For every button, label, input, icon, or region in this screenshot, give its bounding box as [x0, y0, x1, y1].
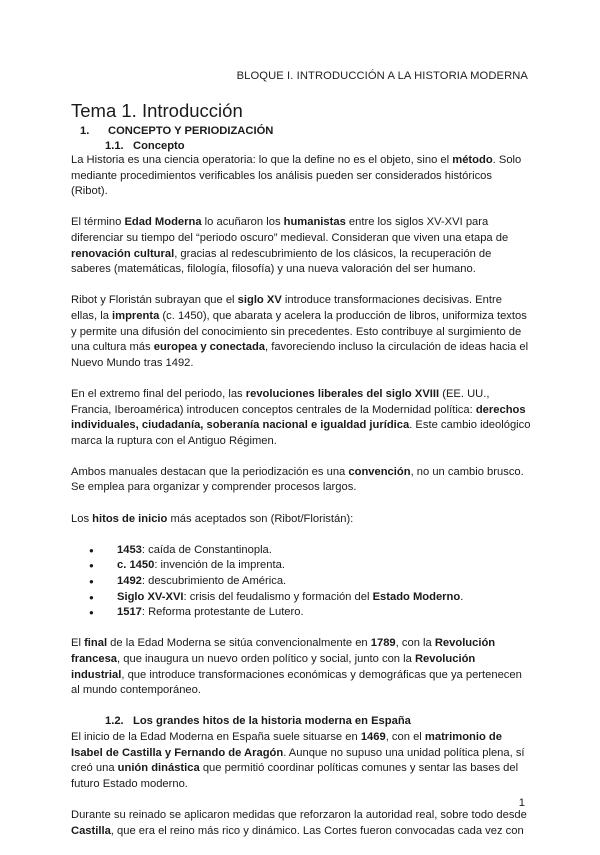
subsection-heading-1-2: 1.2. Los grandes hitos de la historia moderna en España	[105, 715, 411, 728]
running-header: BLOQUE I. INTRODUCCIÓN A LA HISTORIA MODERNA	[236, 70, 528, 82]
subsection-label: Concepto	[133, 140, 185, 152]
list-item: ● c. 1450: invención de la imprenta.	[117, 558, 531, 574]
paragraph: El término Edad Moderna lo acuñaron los humanistas entre los siglos XV-XVI para diferenciar su tiempo del “periodo oscuro” medieval. Consideran que viven una etapa de renovación cultural, gracias al redescubrimiento de los clásicos, la recuperación de saberes (matemáticas, filología, filosofía) y una nueva valoración del ser humano.	[71, 216, 509, 276]
page-title: Tema 1. Introducción	[71, 100, 243, 121]
paragraph: El final de la Edad Moderna se sitúa convencionalmente en 1789, con la Revolución francesa, que inaugura un nuevo orden político y social, junto con la Revolución industrial, que introduce transformaciones económicas y demográficas que ya pertenecen al mundo contemporáneo.	[71, 637, 522, 697]
list-item: ● 1453: caída de Constantinopla.	[117, 543, 531, 559]
body-text	[71, 153, 531, 855]
section-heading-1	[80, 124, 273, 140]
paragraph: Ribot y Floristán subrayan que el siglo XV introduce transformaciones decisivas. Entre ellas, la imprenta (c. 1450), que abarata y acelera la producción de libros, uniformiza textos y permite una difusión del conocimiento sin precedentes. Esto contribuye al surgimiento de una cultura más europea y conectada, favoreciendo incluso la circulación de ideas hacia el Nuevo Mundo tras 1492.	[71, 294, 529, 369]
paragraph: Ambos manuales destacan que la periodización es una convención, no un cambio brusco. Se emplea para organizar y comprender procesos largos.	[71, 465, 524, 494]
paragraph: La Historia es una ciencia operatoria: lo que la define no es el objeto, sino el método. Solo mediante procedimientos verificables los análisis pueden ser considerados históricos (Ribot).	[71, 154, 522, 198]
subsection-number: 1.1.	[105, 140, 124, 152]
list-item: ● 1517: Reforma protestante de Lutero.	[117, 605, 531, 621]
paragraph: En el extremo final del periodo, las revoluciones liberales del siglo XVIII (EE. UU., Francia, Iberoamérica) introducen conceptos centrales de la Modernidad política: derechos individuales, ciudadanía, soberanía nacional e igualdad jurídica. Este cambio ideológico marca la ruptura con el Antiguo Régimen.	[71, 387, 531, 447]
list-item: ● 1492: descubrimiento de América.	[117, 574, 531, 590]
section-label: CONCEPTO Y PERIODIZACIÓN	[108, 125, 274, 137]
paragraph: Los hitos de inicio más aceptados son (Ribot/Floristán):	[71, 512, 354, 525]
paragraph: El inicio de la Edad Moderna en España suele situarse en 1469, con el matrimonio de Isabel de Castilla y Fernando de Aragón. Aunque no supuso una unidad política plena, sí creó una unión dinástica que permitió coordinar políticas comunes y sentar las bases del futuro Estado moderno.	[71, 730, 525, 790]
page-number: 1	[518, 797, 525, 809]
list-item: ● Siglo XV-XVI: crisis del feudalismo y formación del Estado Moderno.	[117, 590, 531, 606]
section-number: 1.	[80, 125, 90, 137]
milestones-list	[71, 543, 531, 621]
paragraph: Durante su reinado se aplicaron medidas que reforzaron la autoridad real, sobre todo desde Castilla, que era el reino más rico y dinámico. Las Cortes fueron convocadas cada vez con	[71, 808, 527, 837]
